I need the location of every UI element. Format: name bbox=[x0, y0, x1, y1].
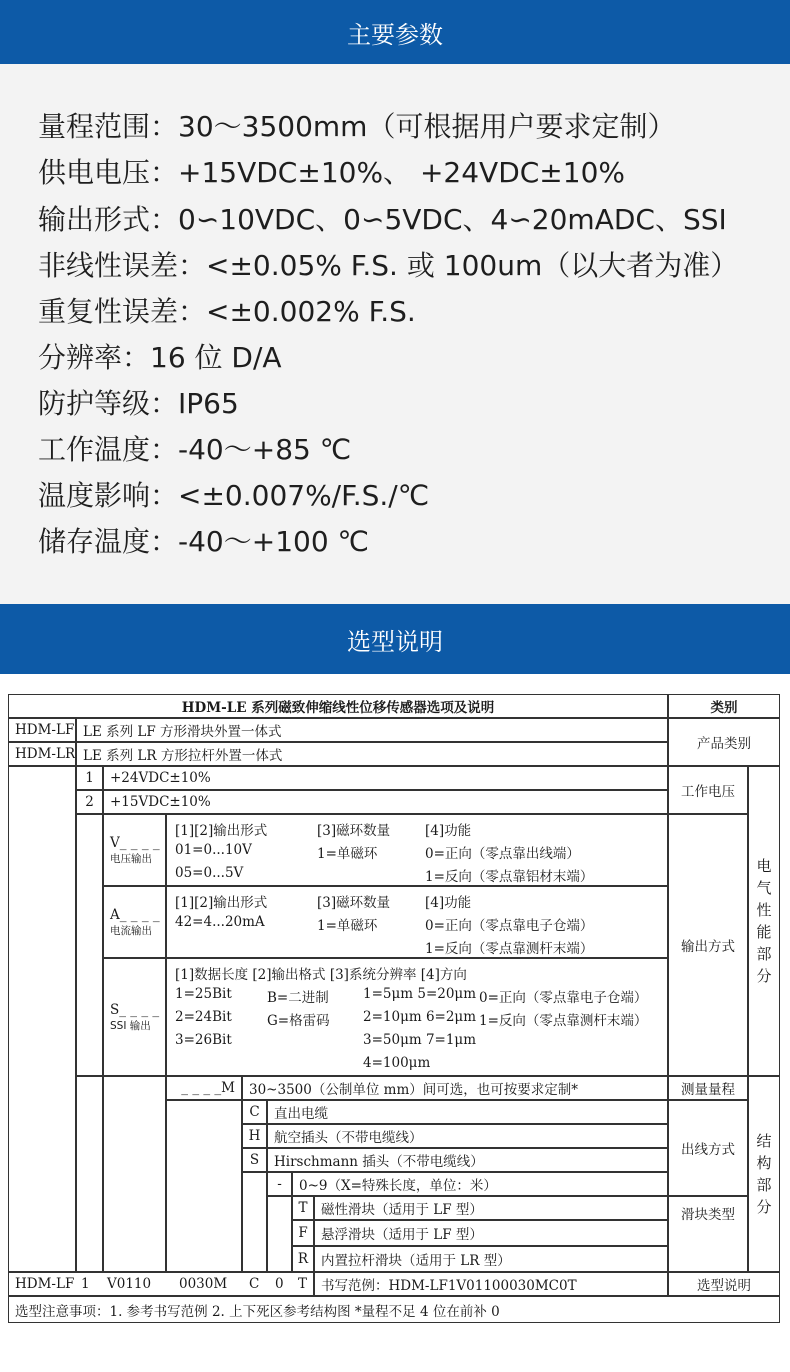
section-title: 主要参数 bbox=[347, 20, 443, 49]
struct-spacer bbox=[242, 1172, 267, 1272]
struct-spacer bbox=[76, 1076, 103, 1272]
cat-structure-text: 结构部分 bbox=[756, 1132, 772, 1216]
param-storage-temp: 储存温度：-40～+100 ℃ bbox=[38, 525, 369, 558]
v-line: 1=反向（零点靠铝材末端） bbox=[425, 869, 594, 885]
model-desc: LE 系列 LF 方形滑块外置一体式 bbox=[76, 718, 668, 742]
cat-example: 选型说明 bbox=[668, 1272, 780, 1296]
a-sub: 电流输出 bbox=[110, 924, 152, 937]
v-line: 05=0...5V bbox=[175, 865, 244, 881]
table-title: HDM-LE 系列磁致伸缩线性位移传感器选项及说明 bbox=[8, 694, 668, 718]
example-code: C bbox=[249, 1276, 260, 1292]
cable-code: S bbox=[242, 1148, 267, 1172]
cat-structure bbox=[748, 1076, 780, 1272]
v-line: 01=0...10V bbox=[175, 842, 252, 858]
cat-product: 产品类别 bbox=[668, 718, 780, 766]
param-range: 量程范围：30～3500mm（可根据用户要求定制） bbox=[38, 110, 676, 143]
s-line: 4=100μm bbox=[363, 1055, 431, 1071]
cat-electrical-text: 电气性能部分 bbox=[756, 857, 772, 985]
cat-slider-cell bbox=[668, 1196, 748, 1272]
a-block-body bbox=[166, 886, 668, 958]
slider-code: R bbox=[292, 1246, 314, 1272]
selection-table bbox=[8, 694, 780, 1323]
s-line: 1=5μm 5=20μm bbox=[363, 986, 477, 1002]
cat-voltage: 工作电压 bbox=[668, 766, 748, 814]
param-output: 输出形式：0∽10VDC、0∽5VDC、4∽20mADC、SSI bbox=[38, 203, 727, 236]
category-header: 类别 bbox=[668, 694, 780, 718]
s-line: 2=10μm 6=2μm bbox=[363, 1009, 477, 1025]
s-block-body bbox=[166, 958, 668, 1076]
example-code: HDM-LF bbox=[15, 1276, 75, 1292]
s-line: 0=正向（零点靠电子仓端） bbox=[479, 990, 648, 1006]
slider-code: F bbox=[292, 1220, 314, 1246]
voltage-code: 1 bbox=[76, 766, 103, 790]
cat-cable: 出线方式 bbox=[668, 1100, 748, 1196]
v-line: 1=单磁环 bbox=[317, 846, 378, 862]
cat-electrical bbox=[748, 766, 780, 1076]
example-codes bbox=[8, 1272, 314, 1296]
a-line: 1=反向（零点靠测杆末端） bbox=[425, 941, 594, 957]
param-operating-temp: 工作温度：-40～+85 ℃ bbox=[38, 433, 352, 466]
param-resolution: 分辨率：16 位 D/A bbox=[38, 341, 282, 374]
struct-spacer bbox=[267, 1196, 292, 1272]
cable-desc: Hirschmann 插头（不带电缆线） bbox=[267, 1148, 668, 1172]
cable-desc: 航空插头（不带电缆线） bbox=[267, 1124, 668, 1148]
slider-desc: 内置拉杆滑块（适用于 LR 型） bbox=[314, 1246, 668, 1272]
a-line: 0=正向（零点靠电子仓端） bbox=[425, 918, 594, 934]
cable-length-desc: 0~9（X=特殊长度，单位：米） bbox=[292, 1172, 668, 1196]
model-code: HDM-LR bbox=[8, 742, 76, 766]
v-block-code-cell bbox=[103, 814, 166, 886]
param-temp-effect: 温度影响：<±0.007%/F.S./℃ bbox=[38, 479, 430, 512]
s-line: 3=50μm 7=1μm bbox=[363, 1032, 477, 1048]
left-spacer bbox=[8, 766, 76, 1272]
s-header: [1]数据长度 [2]输出格式 [3]系统分辨率 [4]方向 bbox=[175, 967, 467, 983]
s-block-code-cell bbox=[103, 958, 166, 1076]
s-line: 2=24Bit bbox=[175, 1009, 232, 1025]
s-line: 1=反向（零点靠测杆末端） bbox=[479, 1013, 648, 1029]
output-spacer bbox=[76, 814, 103, 1076]
cable-code: C bbox=[242, 1100, 267, 1124]
model-desc: LE 系列 LR 方形拉杆外置一体式 bbox=[76, 742, 668, 766]
cable-desc: 直出电缆 bbox=[267, 1100, 668, 1124]
s-code: S_ _ _ _ bbox=[110, 1001, 160, 1018]
param-repeatability: 重复性误差：<±0.002% F.S. bbox=[38, 295, 416, 328]
slider-desc: 悬浮滑块（适用于 LF 型） bbox=[314, 1220, 668, 1246]
s-line: B=二进制 bbox=[267, 990, 329, 1006]
a-line: [1][2]输出形式 bbox=[175, 895, 268, 911]
example-code: 0030M bbox=[179, 1276, 228, 1292]
example-code: T bbox=[298, 1276, 308, 1292]
struct-spacer bbox=[103, 1076, 166, 1272]
a-line: [3]磁环数量 bbox=[317, 895, 391, 911]
v-sub: 电压输出 bbox=[110, 852, 152, 865]
param-supply: 供电电压：+15VDC±10%、 +24VDC±10% bbox=[38, 156, 626, 189]
example-code: 0 bbox=[275, 1276, 284, 1292]
s-line: 1=25Bit bbox=[175, 986, 232, 1002]
params-panel bbox=[0, 64, 790, 604]
param-protection: 防护等级：IP65 bbox=[38, 387, 239, 420]
example-code: V0110 bbox=[107, 1276, 152, 1292]
model-code: HDM-LF bbox=[8, 718, 76, 742]
example-code: 1 bbox=[81, 1276, 90, 1292]
a-line: [4]功能 bbox=[425, 895, 472, 911]
range-desc: 30~3500（公制单位 mm）间可选，也可按要求定制* bbox=[242, 1076, 668, 1100]
section-banner-params bbox=[0, 0, 790, 64]
slider-code: T bbox=[292, 1196, 314, 1220]
section-title: 选型说明 bbox=[347, 627, 443, 656]
s-sub: SSI 输出 bbox=[110, 1019, 151, 1032]
s-line: 3=26Bit bbox=[175, 1032, 232, 1048]
voltage-desc: +24VDC±10% bbox=[103, 766, 668, 790]
cable-length-code: - bbox=[267, 1172, 292, 1196]
struct-spacer bbox=[166, 1100, 242, 1272]
range-code: _ _ _ _M bbox=[166, 1076, 242, 1100]
v-line: [4]功能 bbox=[425, 823, 472, 839]
section-banner-selection bbox=[0, 604, 790, 674]
cat-slider: 滑块类型 bbox=[681, 1207, 735, 1223]
voltage-desc: +15VDC±10% bbox=[103, 790, 668, 814]
a-line: 42=4...20mA bbox=[175, 914, 265, 930]
a-code: A_ _ _ _ bbox=[110, 906, 160, 923]
a-block-code-cell bbox=[103, 886, 166, 958]
v-line: [3]磁环数量 bbox=[317, 823, 391, 839]
v-code: V_ _ _ _ bbox=[110, 834, 160, 851]
voltage-code: 2 bbox=[76, 790, 103, 814]
v-block-body bbox=[166, 814, 668, 886]
param-nonlinearity: 非线性误差：<±0.05% F.S. 或 100um（以大者为准） bbox=[38, 249, 739, 282]
cat-output: 输出方式 bbox=[668, 814, 748, 1076]
slider-desc: 磁性滑块（适用于 LF 型） bbox=[314, 1196, 668, 1220]
example-text: 书写范例：HDM-LF1V01100030MC0T bbox=[314, 1272, 668, 1296]
table-note: 选型注意事项：1. 参考书写范例 2. 上下死区参考结构图 *量程不足 4 位在前补 0 bbox=[8, 1296, 780, 1323]
a-line: 1=单磁环 bbox=[317, 918, 378, 934]
v-line: [1][2]输出形式 bbox=[175, 823, 268, 839]
cat-range: 测量量程 bbox=[668, 1076, 748, 1100]
cable-code: H bbox=[242, 1124, 267, 1148]
v-line: 0=正向（零点靠出线端） bbox=[425, 846, 580, 862]
s-line: G=格雷码 bbox=[267, 1013, 330, 1029]
